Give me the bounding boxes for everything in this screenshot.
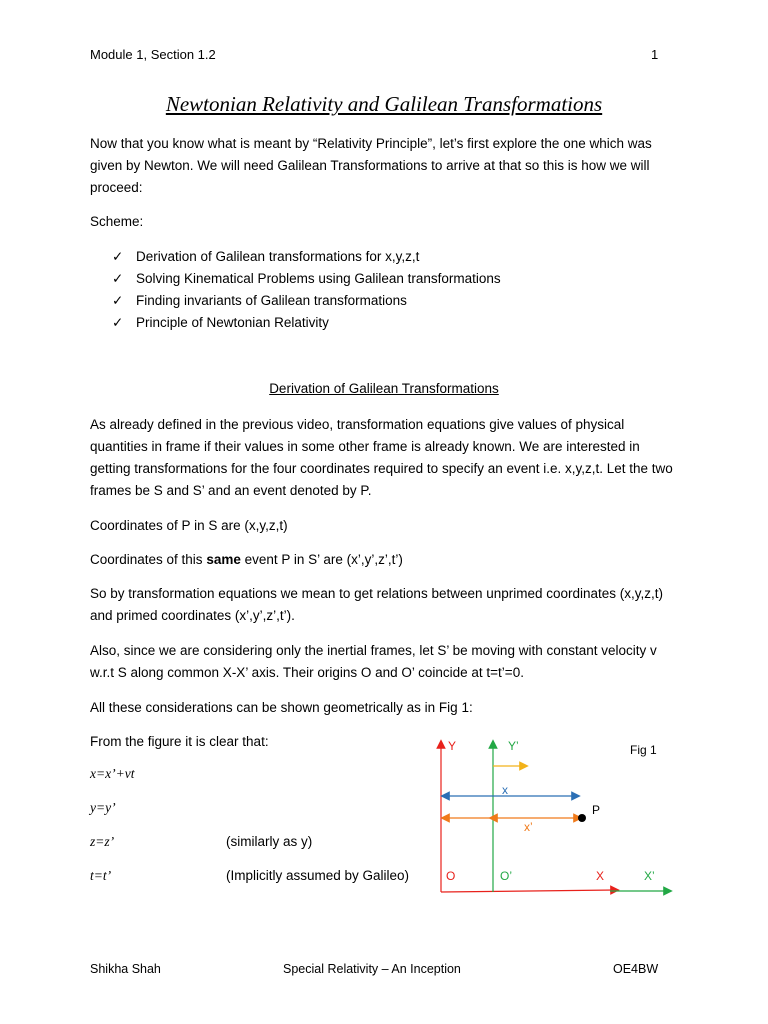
label-y: Y (448, 739, 457, 753)
list-item-text: Derivation of Galilean transformations for x,y,z,t (136, 249, 420, 264)
footer-author: Shikha Shah (90, 962, 161, 976)
figure-clear-paragraph: From the figure it is clear that: (90, 734, 269, 749)
list-item-text: Solving Kinematical Problems using Galilean transformations (136, 271, 501, 286)
footer-course: Special Relativity – An Inception (283, 962, 461, 976)
check-icon: ✓ (112, 249, 124, 264)
scheme-list (112, 246, 672, 334)
figure-caption: Fig 1 (630, 743, 657, 757)
label-x-axis: X (596, 869, 605, 883)
label-x-distance: x (502, 783, 508, 797)
label-oprime: O’ (500, 869, 512, 883)
footer-code: OE4BW (613, 962, 659, 976)
page-title: Newtonian Relativity and Galilean Transformations (165, 92, 603, 116)
equation-y: y=y’ (90, 800, 116, 815)
geometry-paragraph: All these considerations can be shown geometrically as in Fig 1: (90, 700, 473, 715)
list-item (112, 246, 672, 268)
label-yprime: Y’ (508, 739, 519, 753)
event-point-p (578, 814, 586, 822)
inertial-frames-paragraph: Also, since we are considering only the inertial frames, let S’ be moving with constant velocity v w.r.t S along common X-X’ axis. Their origins O and O’ coincide at t=t’=0. (90, 640, 680, 684)
header-page-number: 1 (651, 47, 659, 62)
section-heading: Derivation of Galilean Transformations (269, 381, 499, 396)
intro-paragraph: Now that you know what is meant by “Relativity Principle”, let’s first explore the one which was given by Newton. We will need Galilean Transformations to arrive at that so this is how we will proceed: (90, 136, 652, 195)
list-item (112, 312, 672, 334)
list-item-text: Principle of Newtonian Relativity (136, 315, 329, 330)
emphasis-same: same (206, 552, 241, 567)
definition-paragraph: As already defined in the previous video, transformation equations give values of physical quantities in frame if their values in some other frame is already known. We are interested in getting transformations for the four coordinates required to specify an event i.e. x,y,z,t. Let the two frames be S and S’ and an event denoted by P. (90, 417, 673, 498)
equation-t: t=t’ (90, 868, 112, 883)
coordinates-sprime-paragraph: Coordinates of this same event P in S’ are (x’,y’,z’,t’) (90, 552, 403, 567)
check-icon: ✓ (112, 271, 124, 286)
check-icon: ✓ (112, 293, 124, 308)
header-module: Module 1, Section 1.2 (90, 47, 216, 62)
list-item (112, 268, 672, 290)
list-item-text: Finding invariants of Galilean transformations (136, 293, 407, 308)
check-icon: ✓ (112, 315, 124, 330)
scheme-label: Scheme: (90, 214, 144, 229)
coordinates-s-paragraph: Coordinates of P in S are (x,y,z,t) (90, 518, 288, 533)
equation-x: x=x’+vt (90, 766, 135, 781)
label-o: O (446, 869, 456, 883)
label-p: P (592, 803, 601, 817)
velocity-vector-symbol: v (650, 643, 657, 658)
equation-t-note: (Implicitly assumed by Galileo) (226, 868, 410, 883)
transformation-meaning-paragraph: So by transformation equations we mean to get relations between unprimed coordinates (x,y,z,t) and primed coordinates (x’,y’,z’,t’). (90, 586, 664, 623)
list-item (112, 290, 672, 312)
frames-diagram (420, 730, 680, 910)
equation-z: z=z’ (90, 834, 115, 849)
label-xprime-distance: x’ (524, 820, 533, 834)
label-xprime-axis: X’ (644, 869, 655, 883)
equation-z-note: (similarly as y) (226, 834, 313, 849)
s-x-axis (441, 890, 615, 892)
